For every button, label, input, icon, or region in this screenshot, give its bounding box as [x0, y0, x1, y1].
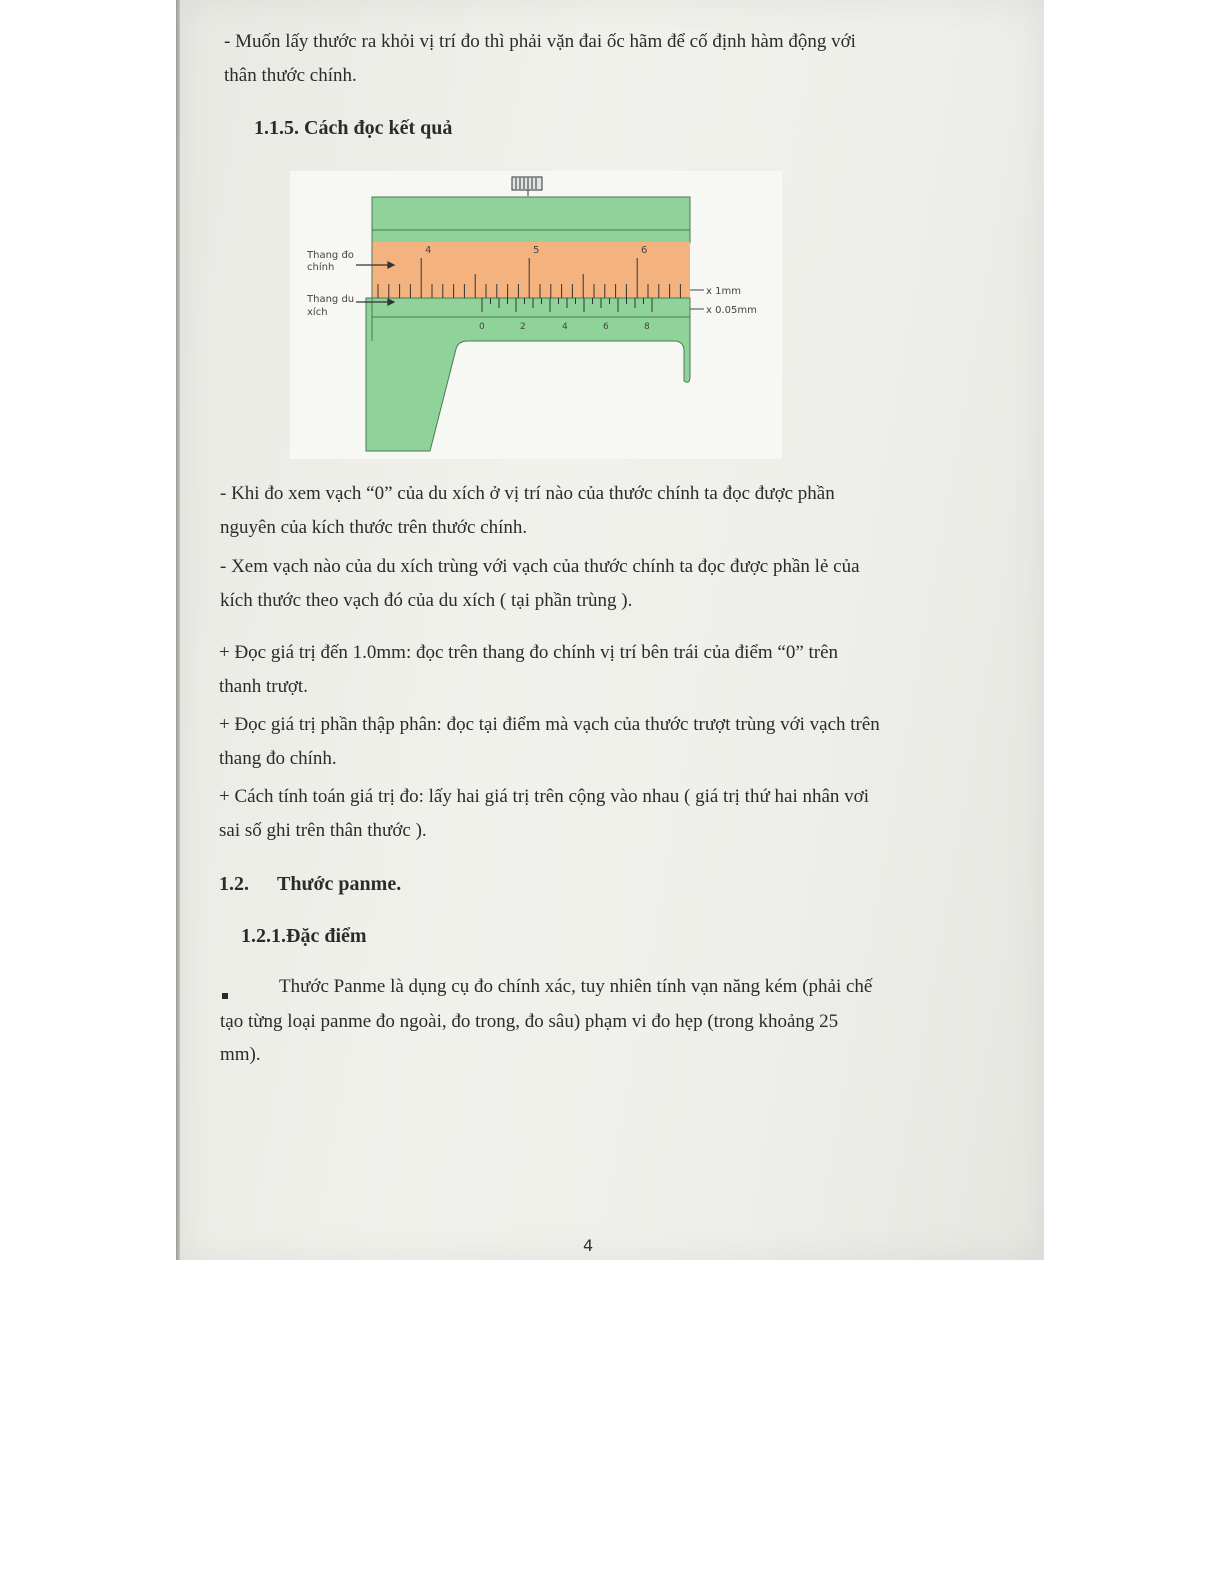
vernier-scale-number: 4 [562, 322, 568, 332]
text-line: + Đọc giá trị đến 1.0mm: đọc trên thang đo chính vị trí bên trái của điểm “0” trên [219, 642, 839, 663]
vernier-slider [366, 298, 690, 451]
section-heading-number: 1.2. [219, 873, 249, 895]
text-line: thanh trượt. [219, 676, 308, 697]
section-heading-1-2: Thước panme. [277, 873, 402, 895]
text-line: - Xem vạch nào của du xích trùng với vạch của thước chính ta đọc được phần lẻ của [220, 556, 860, 577]
vernier-scale-number: 8 [644, 322, 650, 332]
vernier-scale-number: 0 [479, 322, 485, 332]
main-beam [372, 197, 690, 243]
main-scale-label: Thang đo [307, 250, 354, 261]
caliper-diagram [290, 171, 782, 459]
main-scale-label: chính [307, 262, 335, 273]
text-line: sai số ghi trên thân thước ). [219, 820, 427, 841]
bullet-icon [222, 993, 228, 999]
text-line: + Đọc giá trị phần thập phân: đọc tại điểm mà vạch của thước trượt trùng với vạch trên [219, 714, 880, 735]
main-scale-number: 4 [425, 245, 432, 256]
text-line: - Muốn lấy thước ra khỏi vị trí đo thì phải vặn đai ốc hãm để cố định hàm động với [224, 31, 856, 52]
text-line: Thước Panme là dụng cụ đo chính xác, tuy nhiên tính vạn năng kém (phải chế [279, 976, 873, 997]
main-scale-number: 5 [533, 245, 540, 256]
vernier-scale-resolution: x 0.05mm [706, 305, 757, 316]
text-line: nguyên của kích thước trên thước chính. [220, 517, 528, 538]
page-number: 4 [583, 1236, 594, 1255]
section-heading-1-2-1: 1.2.1.Đặc điểm [241, 925, 367, 947]
text-line: - Khi đo xem vạch “0” của du xích ở vị trí nào của thước chính ta đọc được phần [220, 483, 835, 504]
vernier-scale-label: Thang du [307, 294, 355, 305]
main-scale-number: 6 [641, 245, 648, 256]
text-line: thang đo chính. [219, 748, 337, 769]
text-line: + Cách tính toán giá trị đo: lấy hai giá trị trên cộng vào nhau ( giá trị thứ hai nhân vơi [219, 786, 869, 807]
text-line: thân thước chính. [224, 65, 357, 86]
vernier-scale-label: xích [307, 307, 328, 318]
main-scale-resolution: x 1mm [706, 286, 741, 297]
text-line: tạo từng loại panme đo ngoài, đo trong, đo sâu) phạm vi đo hẹp (trong khoảng 25 [220, 1011, 839, 1032]
section-heading-1-1-5: 1.1.5. Cách đọc kết quả [254, 117, 453, 139]
vernier-caliper-figure [290, 171, 782, 459]
text-line: kích thước theo vạch đó của du xích ( tại phần trùng ). [220, 590, 633, 611]
vernier-scale-number: 2 [520, 322, 526, 332]
text-line: mm). [220, 1044, 261, 1065]
vernier-scale-number: 6 [603, 322, 609, 332]
